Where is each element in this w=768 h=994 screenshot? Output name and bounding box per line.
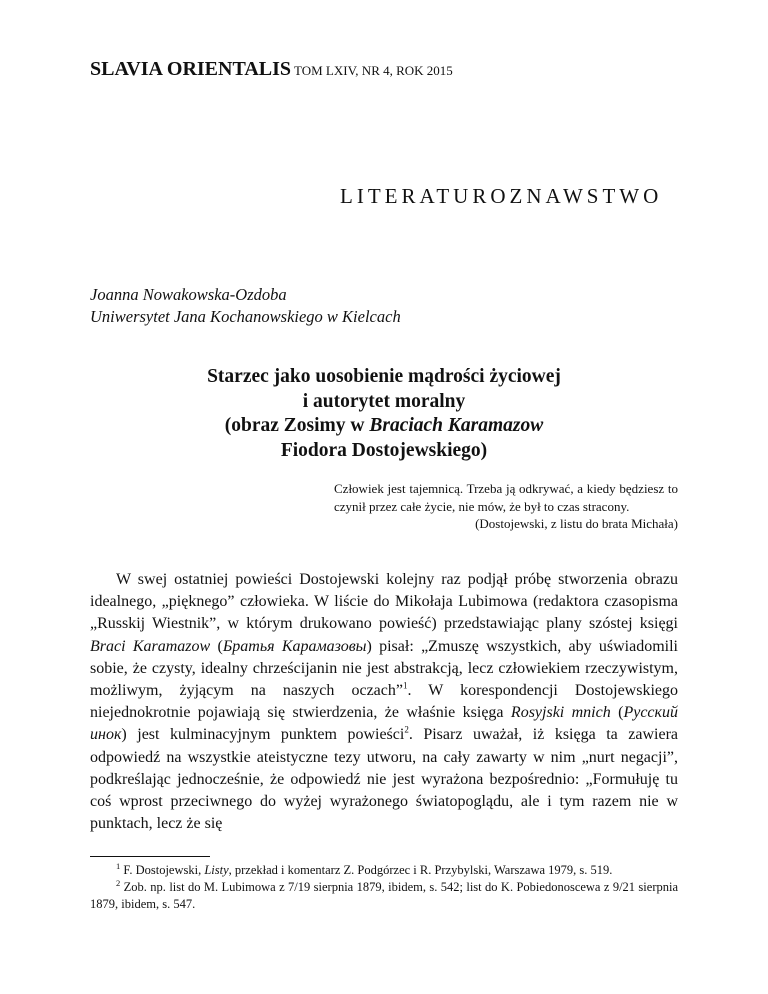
title-line-1: Starzec jako uosobienie mądrości życiowej [207,366,561,387]
body-paragraph: W swej ostatniej powieści Dostojewski kolejny raz podjął próbę stworzenia obrazu idealnego, „pięknego” człowieka. W liście do Mikołaja Lubimowa (redaktora czasopisma „Russkij Wiestnik”, w którym drukowano powieść) przedstawiając plany szóstej księgi Braci Karamazow (Братья Карамазовы) pisał: „Zmuszę wszystkich, aby uświadomili sobie, że czysty, idealny chrześcijanin nie jest abstrakcją, lecz człowiekiem rzeczywistym, możliwym, żyjącym na naszych oczach”$^1$. W korespondencji Dostojewskiego niejednokrotnie pojawiają się stwierdzenia, że właśnie księga Rosyjski mnich (Русский инок) jest kulminacyjnym punktem powieści$^2$. Pisarz uważał, iż księga ta zawiera odpowiedź na wszystkie ateistyczne tezy utworu, na cały zawarty w nim „nurt negacji”, podkreślając jednocześnie, że odpowiedź nie jest wyrażona bezpośrednio: „Formułuję tu coś wprost przeciwnego do wyżej wyrażonego światopoglądu, ale i tym razem nie w punktach, lecz że się [90,571,679,833]
author-affiliation: Uniwersytet Jana Kochanowskiego w Kielcach [90,307,401,326]
title-line-3-text: (obraz Zosimy w [224,415,370,436]
journal-issue: TOM LXIV, NR 4, ROK 2015 [294,63,453,78]
article-title [90,365,678,463]
title-line-3-italic: Braciach Karamazow [369,415,544,436]
italic-title-russian: Братья Карамазовы [222,637,367,655]
title-line-4: Fiodora Dostojewskiego) [280,439,488,461]
author-block [90,284,401,328]
footnote-2: $^2$ Zob. np. list do M. Lubimowa z 7/19 sierpnia 1879, ibidem, s. 542; list do K. Pobiedonoscewa z 9/21 sierpnia 1879, ibidem, s. 547. [90,877,679,911]
journal-header [90,58,453,81]
footnote-number: 1 [116,860,121,871]
footnotes [90,862,678,913]
footnote-ref-1[interactable]: 1 [402,680,408,691]
journal-name: SLAVIA ORIENTALIS [90,58,292,80]
epigraph-text: Człowiek jest tajemnicą. Trzeba ją odkrywać, a kiedy będziesz to czynił przez całe życie, nie mów, że był to czas stracony. [334,481,678,514]
footnote-divider [90,856,210,857]
footnote-1: $^1$ F. Dostojewski, Listy, przekład i komentarz Z. Podgórzec i R. Przybylski, Warszawa 1979, s. 519. [116,860,613,877]
italic-chapter-russian: Русский инок [90,704,679,744]
epigraph-source: (Dostojewski, z listu do brata Michała) [475,516,678,531]
title-line-2: i autorytet moralny [302,390,466,412]
footnote-ref-2[interactable]: 2 [404,725,409,736]
epigraph [334,480,678,533]
title-line-3 [90,414,678,439]
footnote-number: 2 [116,877,121,888]
italic-title: Braci Karamazow [90,637,211,655]
author-name: Joanna Nowakowska-Ozdoba [90,285,287,304]
section-heading: LITERATUROZNAWSTWO [340,184,663,208]
italic-chapter: Rosyjski mnich [510,704,611,722]
